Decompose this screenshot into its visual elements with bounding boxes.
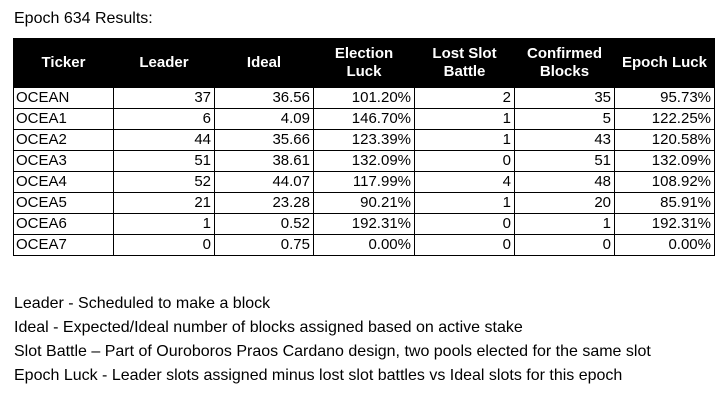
ideal-cell: 35.66 bbox=[215, 130, 314, 151]
table-row bbox=[14, 130, 715, 151]
epoch-luck-cell: 122.25% bbox=[615, 109, 715, 130]
ideal-cell: 4.09 bbox=[215, 109, 314, 130]
election-luck-cell: 132.09% bbox=[314, 151, 415, 172]
confirmed-blocks-cell: 5 bbox=[515, 109, 615, 130]
header-row bbox=[14, 39, 715, 88]
leader-cell: 0 bbox=[114, 235, 215, 256]
ideal-cell: 23.28 bbox=[215, 193, 314, 214]
epoch-luck-cell: 108.92% bbox=[615, 172, 715, 193]
ticker-cell: OCEA4 bbox=[14, 172, 114, 193]
confirmed-blocks-cell: 0 bbox=[515, 235, 615, 256]
column-header-lost-slot-battle: Lost Slot Battle bbox=[415, 39, 515, 88]
legend-notes bbox=[14, 292, 651, 388]
ideal-cell: 44.07 bbox=[215, 172, 314, 193]
table-row bbox=[14, 88, 715, 109]
ideal-cell: 38.61 bbox=[215, 151, 314, 172]
confirmed-blocks-cell: 1 bbox=[515, 214, 615, 235]
leader-cell: 44 bbox=[114, 130, 215, 151]
election-luck-cell: 101.20% bbox=[314, 88, 415, 109]
column-header-epoch-luck: Epoch Luck bbox=[615, 39, 715, 88]
ticker-cell: OCEAN bbox=[14, 88, 114, 109]
epoch-luck-cell: 132.09% bbox=[615, 151, 715, 172]
note-slot-battle: Slot Battle – Part of Ouroboros Praos Cardano design, two pools elected for the same slot bbox=[14, 343, 651, 360]
lost-slot-battle-cell: 1 bbox=[415, 109, 515, 130]
ticker-cell: OCEA5 bbox=[14, 193, 114, 214]
leader-cell: 1 bbox=[114, 214, 215, 235]
epoch-luck-cell: 0.00% bbox=[615, 235, 715, 256]
table-row bbox=[14, 109, 715, 130]
lost-slot-battle-cell: 0 bbox=[415, 151, 515, 172]
table-row bbox=[14, 151, 715, 172]
confirmed-blocks-cell: 43 bbox=[515, 130, 615, 151]
election-luck-cell: 146.70% bbox=[314, 109, 415, 130]
ideal-cell: 0.52 bbox=[215, 214, 314, 235]
column-header-election-luck: Election Luck bbox=[314, 39, 415, 88]
epoch-luck-cell: 95.73% bbox=[615, 88, 715, 109]
note-leader: Leader - Scheduled to make a block bbox=[14, 295, 271, 312]
confirmed-blocks-cell: 35 bbox=[515, 88, 615, 109]
lost-slot-battle-cell: 2 bbox=[415, 88, 515, 109]
lost-slot-battle-cell: 4 bbox=[415, 172, 515, 193]
confirmed-blocks-cell: 20 bbox=[515, 193, 615, 214]
ticker-cell: OCEA6 bbox=[14, 214, 114, 235]
epoch-luck-cell: 85.91% bbox=[615, 193, 715, 214]
table-row bbox=[14, 172, 715, 193]
election-luck-cell: 192.31% bbox=[314, 214, 415, 235]
column-header-ticker: Ticker bbox=[14, 39, 114, 88]
election-luck-cell: 123.39% bbox=[314, 130, 415, 151]
leader-cell: 21 bbox=[114, 193, 215, 214]
lost-slot-battle-cell: 0 bbox=[415, 235, 515, 256]
note-ideal: Ideal - Expected/Ideal number of blocks assigned based on active stake bbox=[14, 319, 523, 336]
column-header-ideal: Ideal bbox=[215, 39, 314, 88]
confirmed-blocks-cell: 51 bbox=[515, 151, 615, 172]
leader-cell: 37 bbox=[114, 88, 215, 109]
ideal-cell: 0.75 bbox=[215, 235, 314, 256]
page-title: Epoch 634 Results: bbox=[14, 10, 153, 27]
column-header-confirmed-blocks: Confirmed Blocks bbox=[515, 39, 615, 88]
results-table bbox=[13, 38, 715, 256]
epoch-luck-cell: 192.31% bbox=[615, 214, 715, 235]
election-luck-cell: 90.21% bbox=[314, 193, 415, 214]
confirmed-blocks-cell: 48 bbox=[515, 172, 615, 193]
table-row bbox=[14, 193, 715, 214]
column-header-leader: Leader bbox=[114, 39, 215, 88]
ticker-cell: OCEA2 bbox=[14, 130, 114, 151]
leader-cell: 51 bbox=[114, 151, 215, 172]
epoch-luck-cell: 120.58% bbox=[615, 130, 715, 151]
ticker-cell: OCEA1 bbox=[14, 109, 114, 130]
lost-slot-battle-cell: 1 bbox=[415, 193, 515, 214]
ideal-cell: 36.56 bbox=[215, 88, 314, 109]
lost-slot-battle-cell: 0 bbox=[415, 214, 515, 235]
ticker-cell: OCEA3 bbox=[14, 151, 114, 172]
leader-cell: 6 bbox=[114, 109, 215, 130]
election-luck-cell: 0.00% bbox=[314, 235, 415, 256]
note-epoch-luck: Epoch Luck - Leader slots assigned minus lost slot battles vs Ideal slots for this epoch bbox=[14, 367, 623, 384]
table-row bbox=[14, 214, 715, 235]
election-luck-cell: 117.99% bbox=[314, 172, 415, 193]
lost-slot-battle-cell: 1 bbox=[415, 130, 515, 151]
ticker-cell: OCEA7 bbox=[14, 235, 114, 256]
table-row bbox=[14, 235, 715, 256]
leader-cell: 52 bbox=[114, 172, 215, 193]
